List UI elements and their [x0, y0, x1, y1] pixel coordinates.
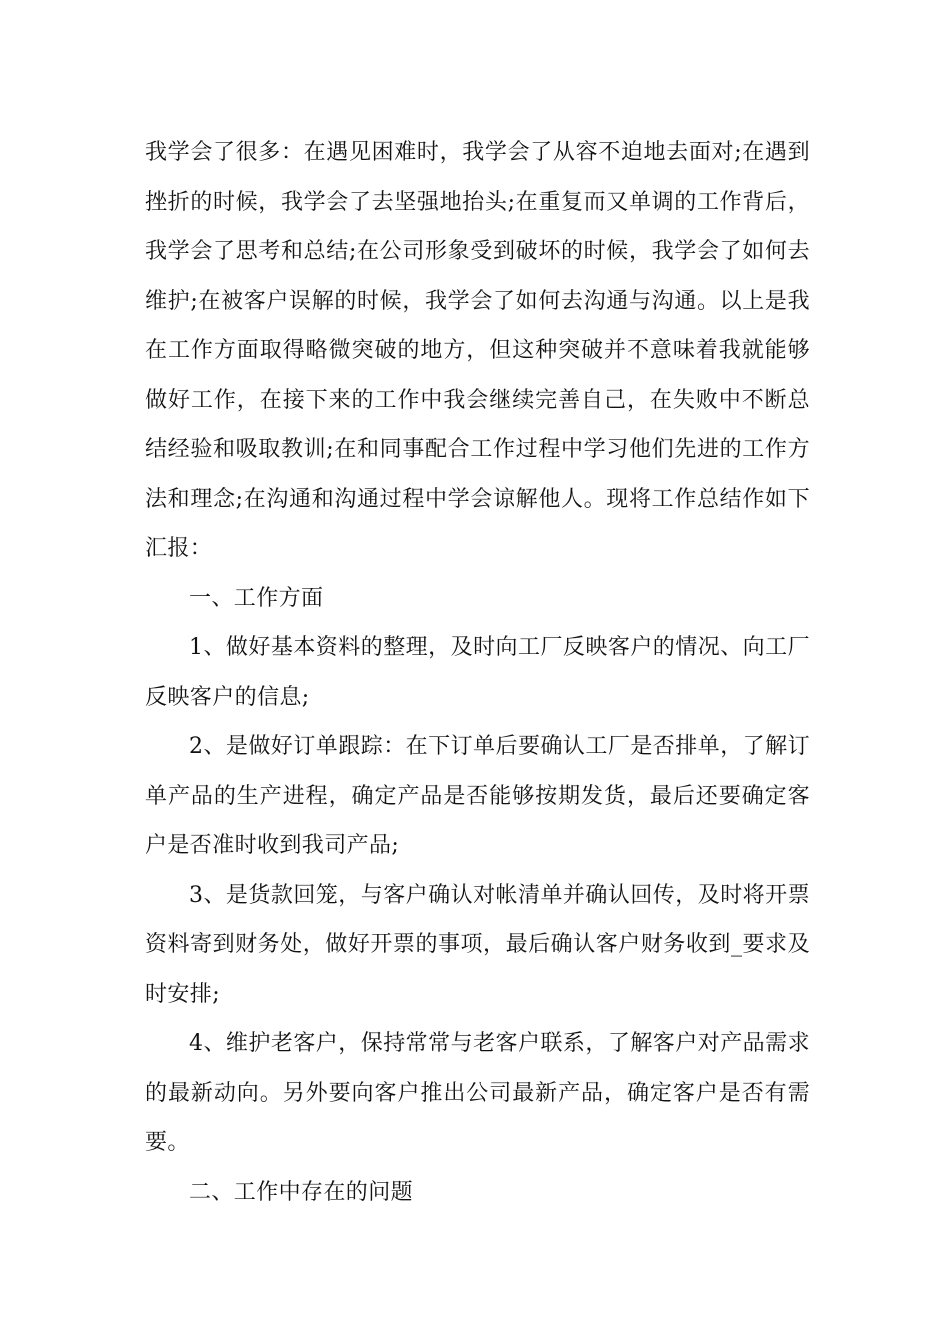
list-item-2: 2、是做好订单跟踪：在下订单后要确认工厂是否排单，了解订单产品的生产进程，确定产品是否能够按期发货，最后还要确定客户是否准时收到我司产品; [145, 734, 810, 858]
list-item-3: 3、是货款回笼，与客户确认对帐清单并确认回传，及时将开票资料寄到财务处，做好开票的事项，最后确认客户财务收到_要求及时安排; [145, 882, 810, 1007]
paragraph-intro: 我学会了很多：在遇见困难时，我学会了从容不迫地去面对;在遇到挫折的时候，我学会了去坚强地抬头;在重复而又单调的工作背后，我学会了思考和总结;在公司形象受到破坏的时候，我学会了如何去维护;在被客户误解的时候，我学会了如何去沟通与沟通。以上是我在工作方面取得略微突破的地方，但这种突破并不意味着我就能够做好工作，在接下来的工作中我会继续完善自己，在失败中不断总结经验和吸取教训;在和同事配合工作过程中学习他们先进的工作方法和理念;在沟通和沟通过程中学会谅解他人。现将工作总结作如下汇报： [145, 140, 810, 561]
section-heading-problems: 二、工作中存在的问题 [189, 1179, 414, 1205]
section-heading-work: 一、工作方面 [189, 585, 324, 611]
document-body [145, 128, 810, 1217]
list-item-4: 4、维护老客户，保持常常与老客户联系，了解客户对产品需求的最新动向。另外要向客户推出公司最新产品，确定客户是否有需要。 [145, 1031, 810, 1155]
list-item-1: 1、做好基本资料的整理，及时向工厂反映客户的情况、向工厂反映客户的信息; [145, 635, 810, 710]
